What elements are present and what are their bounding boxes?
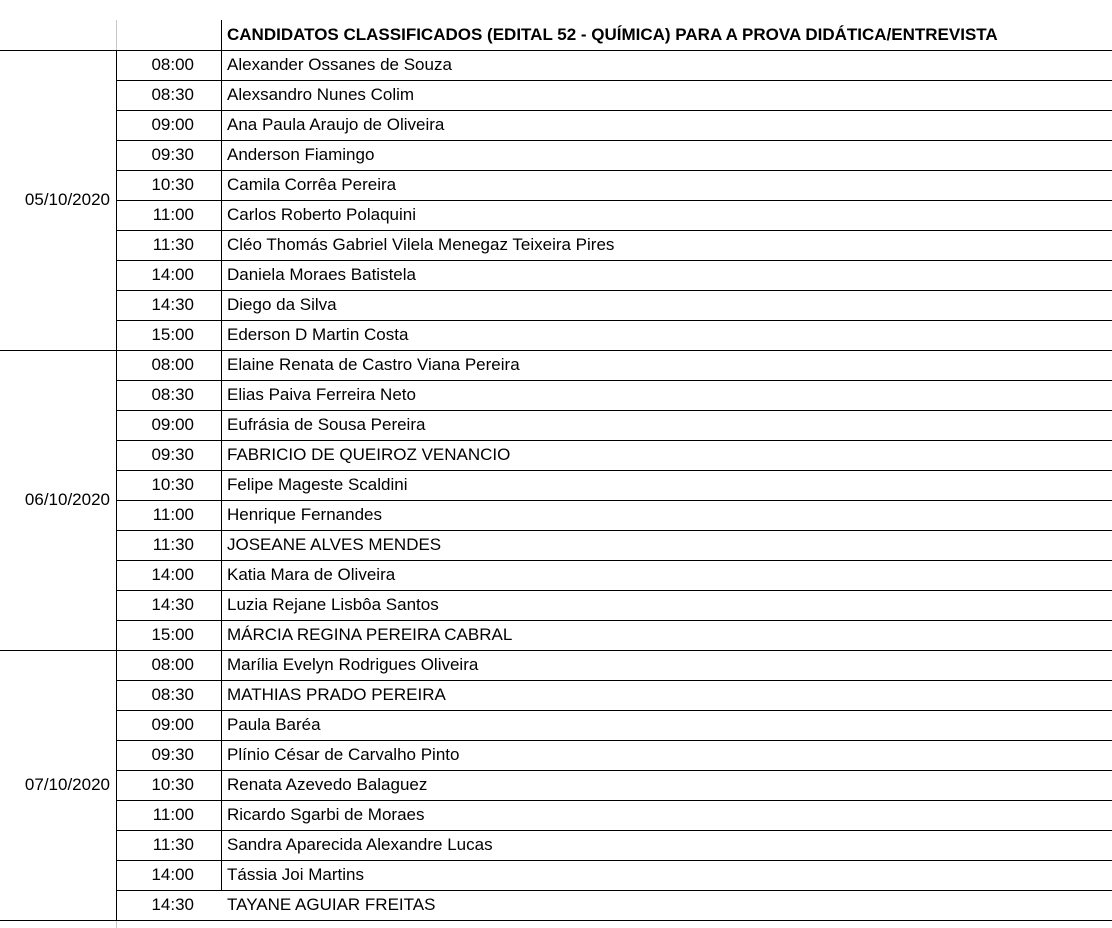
candidate-name-cell: MÁRCIA REGINA PEREIRA CABRAL [227,625,513,644]
candidate-name-cell: Cléo Thomás Gabriel Vilela Menegaz Teixeira Pires [227,235,615,254]
candidate-name-cell: Tássia Joi Martins [227,865,364,884]
candidate-name-cell: Luzia Rejane Lisbôa Santos [227,595,439,614]
candidate-name-cell: Carlos Roberto Polaquini [227,205,416,224]
time-cell: 10:30 [151,475,194,494]
candidate-name-cell: Elaine Renata de Castro Viana Pereira [227,355,520,374]
date-cell: 06/10/2020 [24,490,110,509]
candidate-name-cell: Alexsandro Nunes Colim [227,85,415,104]
candidate-name-cell: TAYANE AGUIAR FREITAS [227,895,436,914]
time-cell: 09:00 [151,715,194,734]
candidate-name-cell: Alexander Ossanes de Souza [227,55,452,74]
candidate-name-cell: Henrique Fernandes [227,505,382,524]
candidate-name-cell: Katia Mara de Oliveira [227,565,396,584]
time-cell: 14:00 [151,865,194,884]
time-cell: 11:30 [152,835,194,854]
candidate-name-cell: Ederson D Martin Costa [227,325,409,344]
candidate-name-cell: Ana Paula Araujo de Oliveira [227,115,445,134]
time-cell: 10:30 [151,775,194,794]
candidate-name-cell: JOSEANE ALVES MENDES [227,535,442,554]
time-cell: 14:30 [151,295,194,314]
candidate-name-cell: MATHIAS PRADO PEREIRA [227,685,446,704]
time-cell: 08:00 [151,655,194,674]
time-cell: 09:00 [151,415,194,434]
time-cell: 08:30 [151,85,194,104]
time-cell: 08:00 [151,355,194,374]
time-cell: 10:30 [151,175,194,194]
candidate-name-cell: Diego da Silva [227,295,337,314]
candidate-name-cell: Anderson Fiamingo [227,145,375,164]
time-cell: 09:30 [151,145,194,164]
column-divider [221,20,222,890]
time-cell: 08:30 [151,685,194,704]
candidate-name-cell: Marília Evelyn Rodrigues Oliveira [227,655,479,674]
row-divider [0,920,1112,921]
time-cell: 14:00 [151,265,194,284]
date-cell: 05/10/2020 [24,190,110,209]
candidate-name-cell: Daniela Moraes Batistela [227,265,416,284]
column-divider [116,50,117,920]
table-header: CANDIDATOS CLASSIFICADOS (EDITAL 52 - QUÍMICA) PARA A PROVA DIDÁTICA/ENTREVISTA [227,25,998,44]
time-cell: 15:00 [151,625,194,644]
time-cell: 09:00 [151,115,194,134]
time-cell: 08:30 [151,385,194,404]
candidate-name-cell: FABRICIO DE QUEIROZ VENANCIO [227,445,511,464]
time-cell: 08:00 [151,55,194,74]
candidate-name-cell: Ricardo Sgarbi de Moraes [227,805,425,824]
time-cell: 11:00 [152,805,194,824]
time-cell: 15:00 [151,325,194,344]
date-cell: 07/10/2020 [24,775,110,794]
time-cell: 11:00 [152,505,194,524]
time-cell: 09:30 [151,445,194,464]
time-cell: 14:30 [151,595,194,614]
time-cell: 14:30 [151,895,194,914]
candidate-name-cell: Eufrásia de Sousa Pereira [227,415,426,434]
time-cell: 14:00 [151,565,194,584]
candidate-name-cell: Plínio César de Carvalho Pinto [227,745,460,764]
candidate-name-cell: Paula Baréa [227,715,321,734]
time-cell: 11:30 [152,535,194,554]
candidate-name-cell: Sandra Aparecida Alexandre Lucas [227,835,493,854]
time-cell: 11:00 [152,205,194,224]
candidate-name-cell: Elias Paiva Ferreira Neto [227,385,416,404]
candidate-name-cell: Felipe Mageste Scaldini [227,475,408,494]
candidate-name-cell: Renata Azevedo Balaguez [227,775,428,794]
time-cell: 09:30 [151,745,194,764]
candidate-name-cell: Camila Corrêa Pereira [227,175,397,194]
time-cell: 11:30 [152,235,194,254]
